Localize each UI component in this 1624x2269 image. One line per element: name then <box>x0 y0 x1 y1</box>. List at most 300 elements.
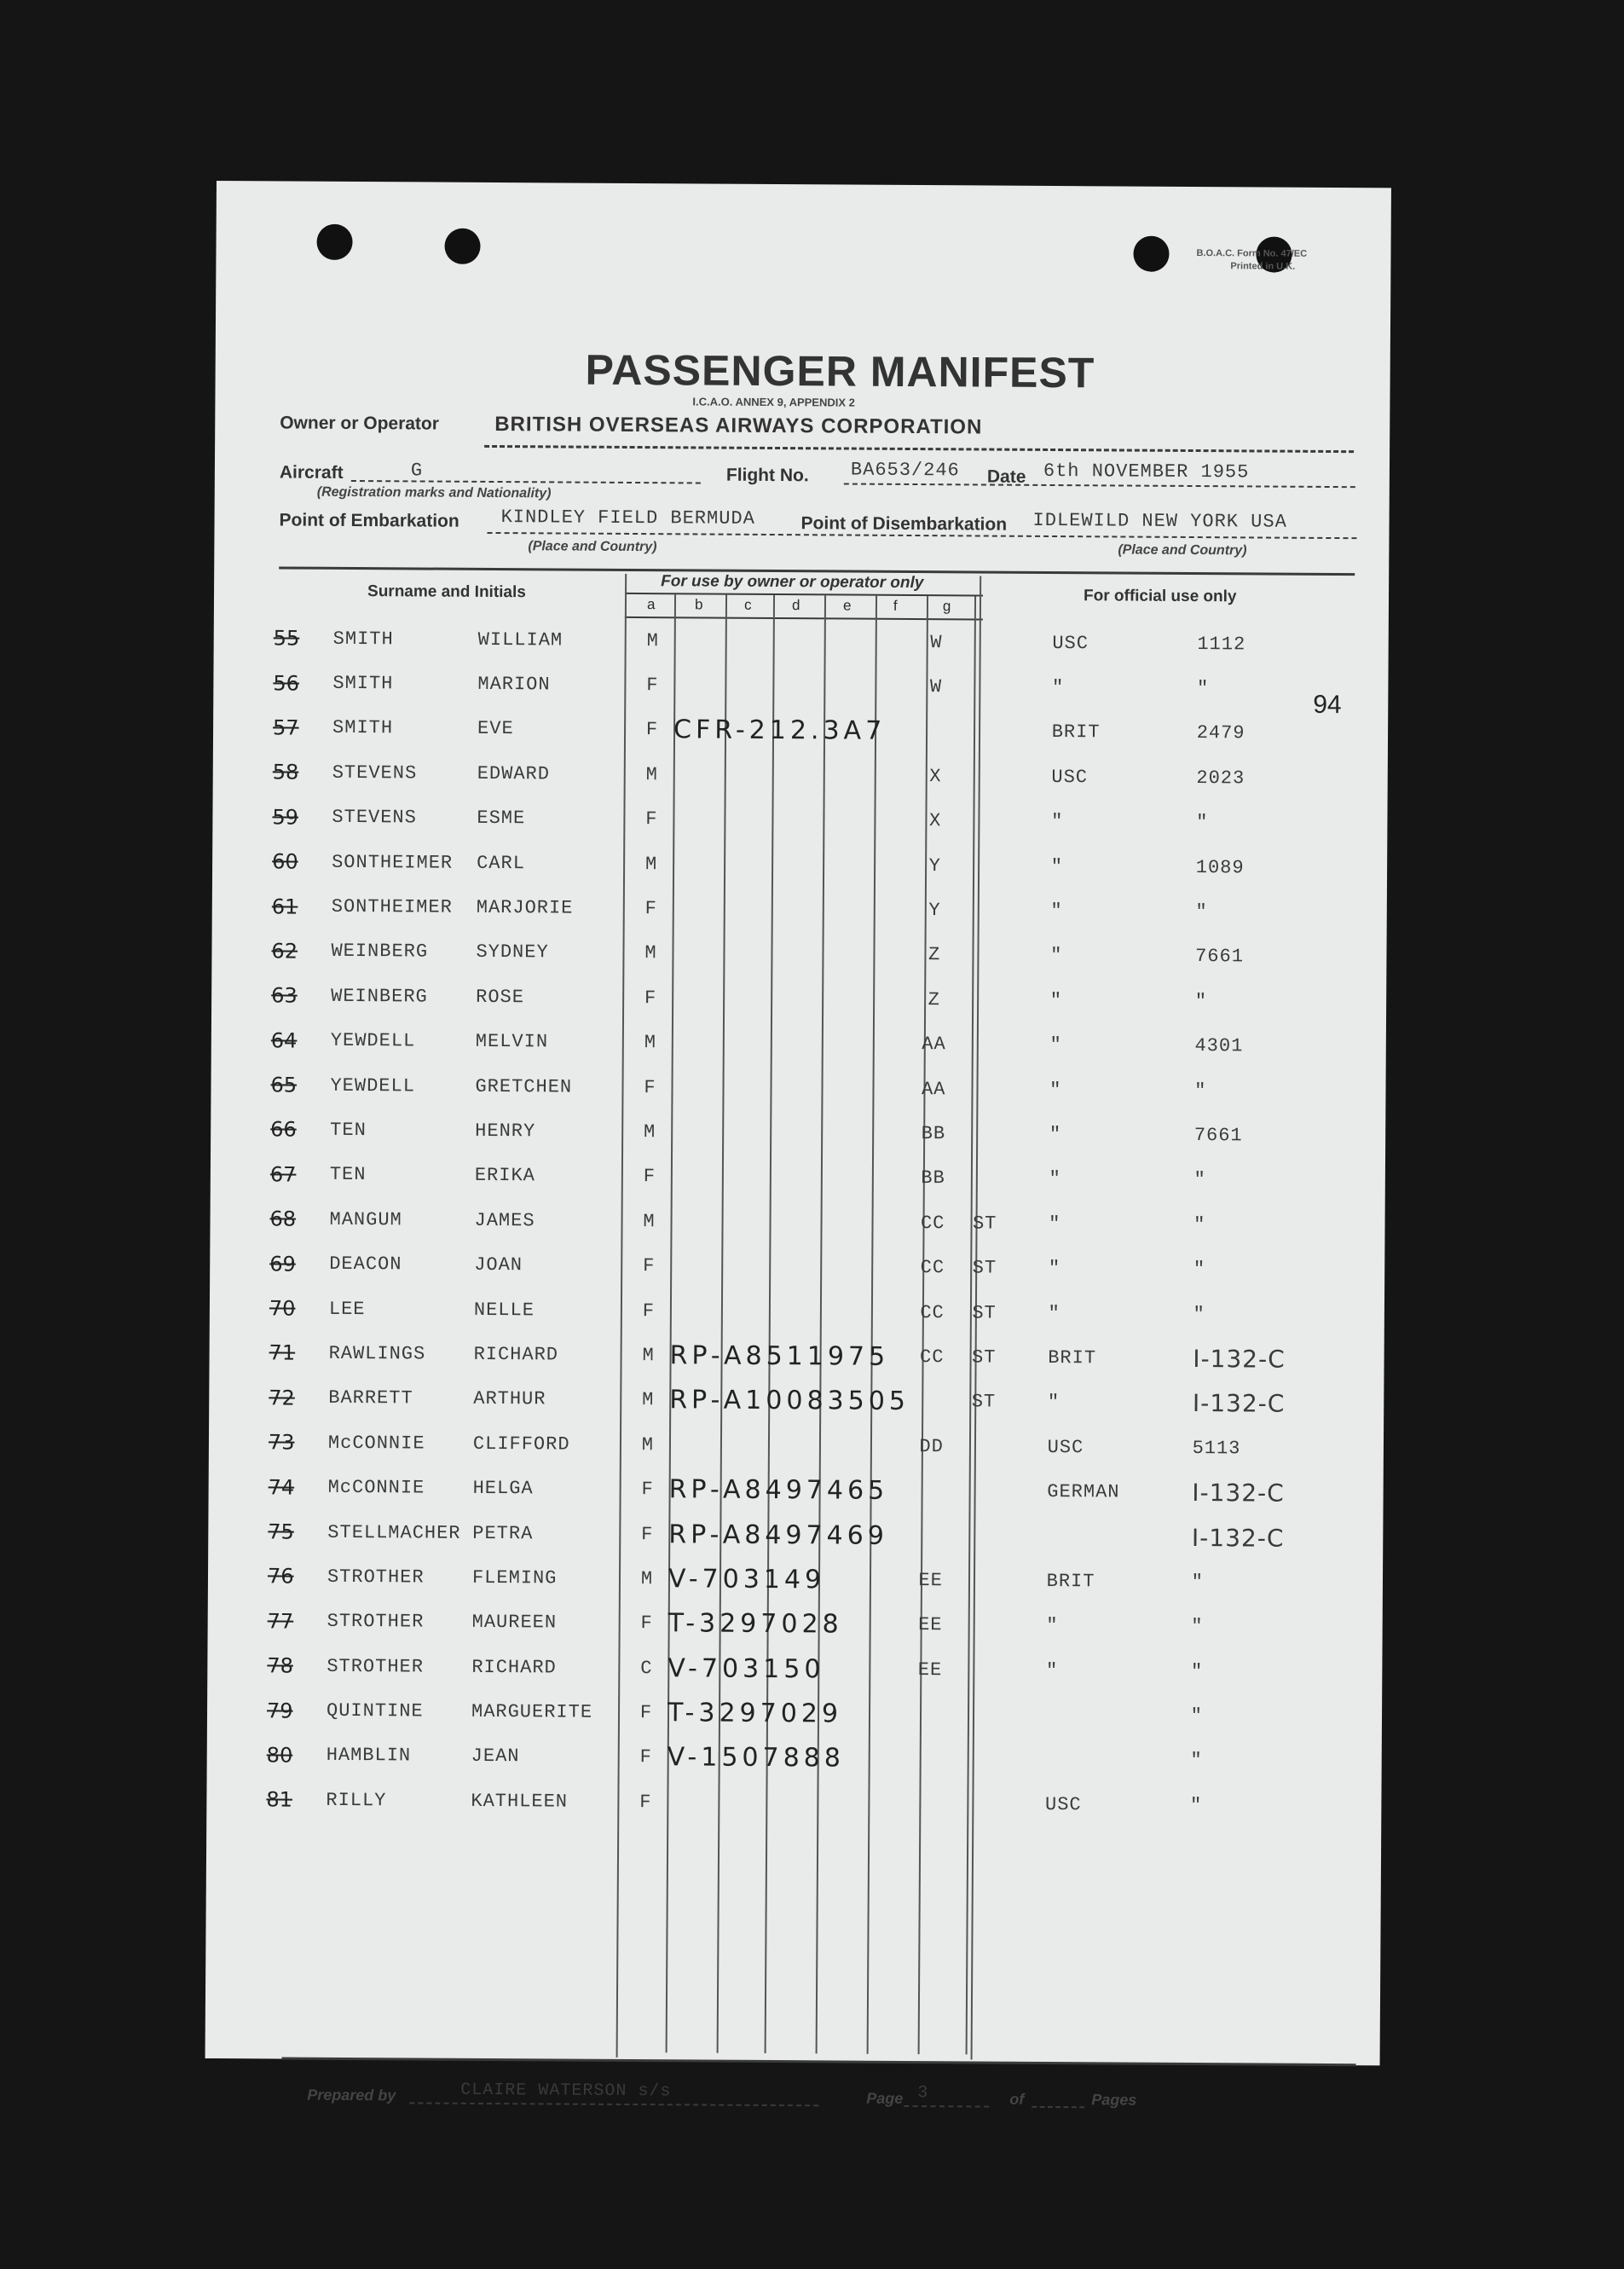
status-cell <box>957 799 1017 844</box>
status-cell <box>952 1603 1012 1648</box>
sex-cell: M <box>644 1032 657 1054</box>
status-cell <box>958 665 1018 710</box>
sex-cell: F <box>639 1746 652 1768</box>
given-name-cell: JAMES <box>474 1209 535 1232</box>
official-cell: I-132-C <box>1191 1523 1285 1553</box>
prepared-rule <box>409 2102 818 2106</box>
table-row <box>271 929 1366 980</box>
embark-label: Point of Embarkation <box>279 510 459 531</box>
given-name-cell: WILLIAM <box>477 628 563 651</box>
sex-cell: M <box>642 1345 655 1367</box>
nationality-cell: " <box>1045 1659 1059 1681</box>
aircraft-label: Aircraft <box>279 462 344 483</box>
given-name-cell: HENRY <box>475 1120 536 1143</box>
document-cell <box>670 1288 910 1334</box>
given-name-cell: PETRA <box>472 1522 534 1544</box>
table-row <box>268 1599 1362 1650</box>
document-cell <box>673 752 914 798</box>
status-cell: ST <box>971 1391 997 1413</box>
row-number: 70 <box>269 1296 296 1321</box>
status-cell <box>953 1514 1013 1559</box>
status-cell <box>958 709 1018 755</box>
status-cell <box>955 1156 1014 1201</box>
surname-cell: YEWDELL <box>330 1074 416 1097</box>
table-row <box>267 1733 1361 1784</box>
status-cell: ST <box>972 1301 997 1324</box>
table-row <box>272 839 1367 890</box>
surname-cell: SMITH <box>332 717 394 739</box>
row-number: 69 <box>269 1252 296 1276</box>
official-cell: " <box>1193 1259 1206 1281</box>
document-cell <box>671 1155 911 1201</box>
given-name-cell: MAUREEN <box>471 1612 558 1634</box>
document-cell: CFR-212.3A7 <box>673 715 887 747</box>
given-name-cell: EVE <box>477 718 514 740</box>
surname-cell: HAMBLIN <box>326 1745 412 1767</box>
group-cell: CC <box>920 1301 945 1323</box>
sex-cell: M <box>641 1433 655 1456</box>
nationality-cell: " <box>1049 1123 1062 1146</box>
group-cell: DD <box>919 1435 944 1457</box>
surname-header: Surname and Initials <box>367 582 526 602</box>
surname-cell: TEN <box>330 1119 367 1142</box>
group-cell: W <box>929 676 943 698</box>
page-rule <box>904 2105 989 2108</box>
status-cell <box>953 1424 1013 1469</box>
status-cell <box>952 1693 1012 1738</box>
surname-cell: LEE <box>328 1298 366 1320</box>
official-cell: " <box>1193 1169 1206 1191</box>
surname-cell: TEN <box>329 1164 367 1186</box>
aircraft-rule <box>351 480 701 484</box>
nationality-cell <box>1012 1693 1191 1739</box>
sex-cell: F <box>642 1299 656 1322</box>
margin-note: 94 <box>1313 690 1342 720</box>
table-row <box>272 795 1367 846</box>
col-f-header: f <box>893 597 898 614</box>
row-number: 56 <box>273 670 300 696</box>
disembark-note: (Place and Country) <box>1118 542 1247 559</box>
pages-label: Pages <box>1091 2091 1137 2109</box>
official-cell: 1112 <box>1197 633 1246 656</box>
document-cell <box>672 931 912 977</box>
group-cell <box>909 1514 953 1559</box>
row-number: 64 <box>270 1028 298 1053</box>
document-cell: T-3297029 <box>667 1698 843 1729</box>
document-cell: RP-A8497465 <box>668 1474 889 1506</box>
status-cell <box>956 933 1016 978</box>
surname-cell: SMITH <box>332 628 394 650</box>
official-cell: " <box>1196 678 1210 700</box>
given-name-cell: HELGA <box>472 1477 534 1500</box>
given-name-cell: CARL <box>477 852 526 874</box>
page-subtitle: I.C.A.O. ANNEX 9, APPENDIX 2 <box>692 395 855 409</box>
surname-cell: YEWDELL <box>330 1030 416 1052</box>
group-cell <box>910 1380 954 1425</box>
group-cell: EE <box>917 1658 943 1681</box>
status-cell: ST <box>971 1346 997 1369</box>
group-cell <box>907 1781 951 1826</box>
row-number: 61 <box>271 894 298 919</box>
date-value: 6th NOVEMBER 1955 <box>1043 460 1250 483</box>
sex-cell: C <box>640 1657 653 1679</box>
official-cell: 4301 <box>1194 1035 1244 1057</box>
official-use-header: For official use only <box>1083 587 1237 606</box>
sex-cell: M <box>644 853 658 875</box>
row-number: 71 <box>269 1340 296 1366</box>
sex-cell: F <box>643 1255 656 1277</box>
official-cell: 5113 <box>1192 1437 1241 1460</box>
sex-cell: M <box>645 763 658 786</box>
group-cell: AA <box>922 1033 946 1056</box>
sex-cell: F <box>639 1702 653 1724</box>
row-number: 66 <box>270 1117 297 1143</box>
col-g-header: g <box>942 598 951 615</box>
passenger-table <box>266 616 1367 1828</box>
nationality-cell: BRIT <box>1046 1570 1095 1593</box>
sex-cell: M <box>644 1121 656 1143</box>
sex-cell: F <box>644 898 657 920</box>
official-cell: " <box>1194 1080 1207 1102</box>
group-cell: Z <box>928 988 940 1011</box>
nationality-cell: " <box>1051 677 1065 699</box>
status-cell <box>956 888 1016 934</box>
given-name-cell: ERIKA <box>474 1165 535 1187</box>
group-cell <box>908 1692 952 1737</box>
document-cell <box>670 1244 910 1290</box>
table-row <box>269 1331 1363 1382</box>
group-cell <box>914 709 958 755</box>
nationality-cell: " <box>1049 989 1063 1011</box>
aircraft-note: (Registration marks and Nationality) <box>316 484 552 501</box>
surname-cell: STROTHER <box>327 1655 425 1678</box>
nationality-cell <box>1013 1514 1192 1560</box>
row-number: 77 <box>267 1609 294 1634</box>
embark-note: (Place and Country) <box>528 539 657 555</box>
given-name-cell: RICHARD <box>473 1343 559 1366</box>
group-cell: AA <box>921 1078 946 1100</box>
given-name-cell: NELLE <box>473 1299 535 1321</box>
group-cell <box>909 1468 953 1514</box>
row-number: 59 <box>272 805 299 830</box>
official-cell: I-132-C <box>1193 1344 1286 1374</box>
nationality-cell: " <box>1046 1615 1059 1637</box>
nationality-cell: USC <box>1044 1793 1082 1816</box>
surname-cell: BARRETT <box>328 1387 413 1409</box>
operator-subrule <box>625 593 983 597</box>
nationality-cell: USC <box>1047 1436 1084 1458</box>
table-row <box>274 616 1368 667</box>
col-d-header: d <box>791 597 800 614</box>
status-cell <box>956 1022 1015 1068</box>
official-cell: " <box>1193 1303 1205 1325</box>
official-cell: 7661 <box>1195 946 1245 968</box>
group-cell: Y <box>928 854 941 877</box>
given-name-cell: ARTHUR <box>473 1388 546 1410</box>
table-row <box>269 1196 1364 1247</box>
given-name-cell: JEAN <box>471 1745 520 1768</box>
status-cell <box>951 1737 1011 1782</box>
official-cell: " <box>1191 1616 1204 1638</box>
disembark-value: IDLEWILD NEW YORK USA <box>1032 509 1287 533</box>
given-name-cell: ROSE <box>476 986 525 1009</box>
official-cell: I-132-C <box>1192 1479 1285 1508</box>
group-cell: CC <box>920 1212 945 1235</box>
manifest-sheet <box>205 181 1391 2109</box>
nationality-cell: USC <box>1052 632 1089 654</box>
document-cell: RP-A10083505 <box>669 1385 910 1417</box>
status-cell <box>956 977 1016 1022</box>
official-cell: " <box>1193 1213 1206 1236</box>
document-cell <box>670 1199 910 1245</box>
official-cell: " <box>1190 1705 1203 1728</box>
status-cell <box>952 1647 1012 1693</box>
flight-rule <box>844 483 1355 489</box>
sex-cell: F <box>641 1479 654 1501</box>
punch-hole <box>1133 236 1169 272</box>
table-row <box>268 1465 1362 1516</box>
table-row <box>268 1554 1362 1606</box>
surname-cell: STELLMACHER <box>327 1521 461 1544</box>
surname-cell: SONTHEIMER <box>331 895 453 918</box>
page-title: PASSENGER MANIFEST <box>585 345 1095 397</box>
row-number: 72 <box>269 1386 295 1410</box>
given-name-cell: RICHARD <box>471 1656 557 1679</box>
row-number: 73 <box>268 1430 295 1455</box>
owner-label: Owner or Operator <box>280 413 440 434</box>
official-cell: " <box>1190 1750 1203 1772</box>
given-name-cell: ESME <box>477 807 526 830</box>
given-name-cell: GRETCHEN <box>475 1075 573 1098</box>
status-cell <box>956 1067 1015 1112</box>
table-row <box>270 1062 1365 1114</box>
official-cell: " <box>1195 901 1208 923</box>
status-cell <box>957 843 1017 888</box>
surname-cell: RAWLINGS <box>328 1342 426 1365</box>
page-label: Page <box>866 2089 904 2107</box>
group-cell: X <box>928 810 942 832</box>
given-name-cell: MARJORIE <box>476 896 574 919</box>
document-cell <box>667 1780 907 1826</box>
document-cell <box>672 1021 912 1067</box>
document-cell <box>669 1422 910 1468</box>
table-row <box>271 974 1366 1025</box>
table-row <box>270 1108 1365 1159</box>
group-cell: X <box>929 765 942 788</box>
table-row <box>268 1509 1362 1560</box>
col-a-header: a <box>646 596 656 613</box>
table-row <box>269 1375 1363 1427</box>
status-cell <box>953 1469 1013 1514</box>
embark-value: KINDLEY FIELD BERMUDA <box>500 506 755 530</box>
row-number: 63 <box>271 983 298 1008</box>
status-cell <box>956 1112 1015 1157</box>
surname-cell: SMITH <box>332 672 394 695</box>
table-row <box>266 1778 1361 1829</box>
surname-cell: McCONNIE <box>327 1476 425 1499</box>
surname-cell: SONTHEIMER <box>332 851 454 874</box>
document-cell <box>673 842 913 888</box>
status-cell: ST <box>972 1257 997 1279</box>
form-code: B.O.A.C. Form No. 47/EC <box>1196 248 1308 259</box>
given-name-cell: JOAN <box>474 1254 523 1276</box>
table-row <box>267 1688 1361 1739</box>
of-rule <box>1032 2106 1084 2108</box>
prepared-label: Prepared by <box>307 2086 396 2104</box>
sex-cell: F <box>643 1166 656 1188</box>
sex-cell: F <box>645 808 658 831</box>
col-c-header: c <box>743 596 752 613</box>
official-cell: " <box>1196 812 1209 834</box>
nationality-cell: BRIT <box>1048 1346 1097 1369</box>
official-cell: " <box>1191 1571 1204 1593</box>
nationality-cell <box>1011 1737 1190 1783</box>
official-cell: I-132-C <box>1192 1389 1286 1419</box>
row-number: 67 <box>269 1162 297 1187</box>
table-row <box>270 1152 1365 1203</box>
group-cell: BB <box>921 1167 945 1189</box>
document-cell <box>672 975 912 1022</box>
punch-hole <box>444 229 480 264</box>
surname-cell: MANGUM <box>329 1208 402 1231</box>
document-cell: V-703150 <box>668 1653 825 1685</box>
nationality-cell: " <box>1049 1213 1061 1235</box>
document-cell <box>673 663 914 709</box>
flight-label: Flight No. <box>725 465 809 486</box>
page-value: 3 <box>917 2083 929 2104</box>
nationality-cell: " <box>1047 1392 1061 1414</box>
flight-value: BA653/246 <box>850 459 960 482</box>
document-cell <box>673 797 913 843</box>
group-cell: Y <box>928 900 941 922</box>
given-name-cell: CLIFFORD <box>472 1433 570 1456</box>
document-cell <box>674 618 915 664</box>
surname-cell: DEACON <box>329 1253 402 1276</box>
owner-value: BRITISH OVERSEAS AIRWAYS CORPORATION <box>494 412 983 439</box>
surname-cell: STEVENS <box>332 807 417 829</box>
group-cell: Z <box>928 944 941 966</box>
given-name-cell: FLEMING <box>471 1566 558 1589</box>
nationality-cell: USC <box>1051 766 1089 789</box>
disembark-label: Point of Disembarkation <box>800 513 1008 535</box>
surname-cell: STROTHER <box>327 1611 425 1633</box>
punch-hole <box>316 224 352 260</box>
row-number: 60 <box>272 849 298 874</box>
nationality-cell: " <box>1050 855 1064 877</box>
group-cell: CC <box>919 1346 945 1369</box>
sex-cell: M <box>643 1210 656 1232</box>
sex-cell: F <box>646 674 659 697</box>
group-cell: W <box>930 631 943 653</box>
row-number: 81 <box>266 1787 293 1812</box>
of-label: of <box>1009 2090 1025 2108</box>
nationality-cell: " <box>1048 1258 1061 1280</box>
col-e-header: e <box>842 597 852 614</box>
official-cell: 2479 <box>1196 722 1245 744</box>
row-number: 58 <box>272 760 299 784</box>
table-row <box>271 1018 1366 1069</box>
document-cell: RP-A8511975 <box>669 1340 890 1372</box>
row-number: 78 <box>267 1653 293 1678</box>
nationality-cell: " <box>1050 900 1063 923</box>
sex-cell: F <box>639 1791 652 1813</box>
given-name-cell: MELVIN <box>475 1031 549 1053</box>
printed-note: Printed in U.K. <box>1230 261 1296 272</box>
row-number: 68 <box>269 1207 297 1231</box>
official-cell: " <box>1189 1794 1203 1816</box>
nationality-cell: " <box>1050 945 1063 967</box>
footer-rule <box>282 2058 1356 2067</box>
given-name-cell: SYDNEY <box>476 941 549 964</box>
surname-cell: STROTHER <box>327 1566 425 1589</box>
row-number: 57 <box>272 715 299 740</box>
row-number: 62 <box>271 939 298 964</box>
row-number: 79 <box>266 1698 293 1723</box>
table-row <box>272 884 1367 935</box>
official-cell: " <box>1194 990 1208 1012</box>
table-row <box>273 661 1367 712</box>
row-number: 80 <box>266 1743 293 1768</box>
table-row <box>273 705 1367 756</box>
official-cell: 2023 <box>1196 767 1245 790</box>
given-name-cell: EDWARD <box>477 762 551 785</box>
row-number: 55 <box>273 626 300 651</box>
document-cell <box>673 887 913 933</box>
status-cell <box>952 1559 1012 1604</box>
sex-cell: M <box>646 629 659 651</box>
date-label: Date <box>986 466 1026 487</box>
group-cell: CC <box>920 1257 945 1279</box>
status-cell: ST <box>972 1213 997 1235</box>
table-row <box>267 1643 1361 1694</box>
sex-cell: M <box>640 1567 654 1590</box>
table-row <box>269 1242 1364 1293</box>
group-cell: EE <box>918 1569 943 1592</box>
row-number: 74 <box>268 1475 295 1500</box>
row-number: 75 <box>268 1519 294 1544</box>
sex-cell: F <box>640 1612 653 1635</box>
surname-cell: RILLY <box>326 1789 387 1812</box>
document-cell: T-3297028 <box>668 1608 843 1640</box>
surname-cell: WEINBERG <box>331 941 429 963</box>
sex-cell: M <box>642 1389 655 1411</box>
nationality-cell: GERMAN <box>1047 1481 1120 1503</box>
sex-cell: F <box>641 1523 654 1545</box>
status-cell <box>957 754 1017 799</box>
document-cell: V-703149 <box>668 1564 826 1595</box>
group-cell: EE <box>918 1614 943 1636</box>
status-cell <box>951 1781 1011 1826</box>
row-number: 65 <box>270 1073 298 1097</box>
surname-cell: WEINBERG <box>331 985 428 1008</box>
nationality-cell: " <box>1049 1034 1062 1056</box>
nationality-cell: " <box>1049 1168 1061 1190</box>
nationality-cell: " <box>1051 811 1064 833</box>
given-name-cell: MARGUERITE <box>471 1700 593 1723</box>
sex-cell: M <box>644 942 657 964</box>
prepared-value: CLAIRE WATERSON s/s <box>460 2080 672 2102</box>
group-cell: BB <box>921 1123 946 1145</box>
sex-cell: F <box>644 987 657 1009</box>
table-row <box>273 750 1367 802</box>
document-cell <box>671 1065 911 1111</box>
surname-cell: QUINTINE <box>326 1699 424 1722</box>
row-number: 76 <box>267 1564 294 1589</box>
operator-use-header: For use by owner or operator only <box>661 572 924 593</box>
document-cell <box>671 1110 911 1156</box>
sex-cell: F <box>644 1076 656 1098</box>
official-cell: 7661 <box>1193 1125 1243 1147</box>
